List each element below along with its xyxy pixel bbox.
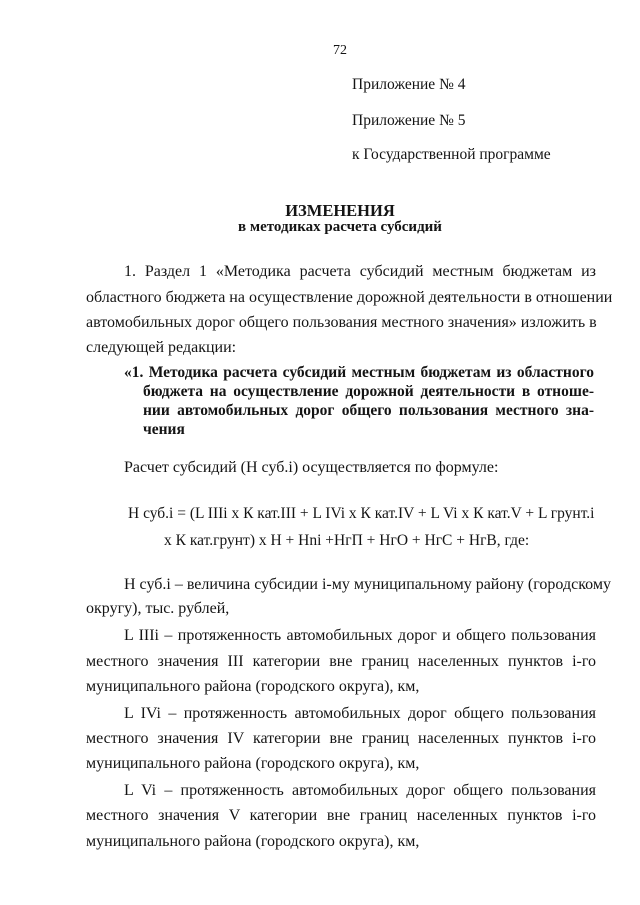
page-number: 72	[333, 43, 347, 58]
formula-line-1: Н суб.i = (L IIIi х К кат.III + L IVi х К кат.IV + L Vi х К кат.V + L грунт.i	[128, 505, 595, 522]
definition-4-line-3: муниципального района (городского округа), км,	[86, 833, 420, 850]
paragraph-1-line-4: следующей редакции:	[86, 339, 237, 356]
section-heading-line-2: бюджета на осуществление дорожной деятельности в отноше-	[143, 383, 594, 400]
definition-3-line-2: местного значения IV категории вне границ населенных пунктов i-го	[86, 730, 596, 747]
appendix-line-2: Приложение № 5	[352, 112, 466, 129]
definition-1-line-2: округу), тыс. рублей,	[86, 600, 230, 617]
formula-intro: Расчет субсидий (Н суб.i) осуществляется по формуле:	[124, 459, 499, 476]
definition-3-line-3: муниципального района (городского округа), км,	[86, 755, 420, 772]
definition-3-line-1: L IVi – протяженность автомобильных дорог общего пользования	[124, 705, 596, 722]
paragraph-1-line-3: автомобильных дорог общего пользования местного значения» изложить в	[86, 314, 597, 331]
formula-line-2: х К кат.грунт) х Н + Нni +НгП + НгО + НгС + НгВ, где:	[164, 532, 530, 549]
definition-2-line-1: L IIIi – протяженность автомобильных дорог и общего пользования	[124, 627, 596, 644]
definition-4-line-2: местного значения V категории вне границ населенных пунктов i-го	[86, 807, 596, 824]
definition-2-line-2: местного значения III категории вне границ населенных пунктов i-го	[86, 653, 596, 670]
definition-1-line-1: Н суб.i – величина субсидии i-му муниципальному району (городскому	[124, 576, 611, 593]
document-title: ИЗМЕНЕНИЯ	[285, 201, 395, 220]
section-heading-line-1: «1. Методика расчета субсидий местным бюджетам из областного	[124, 364, 594, 381]
definition-2-line-3: муниципального района (городского округа), км,	[86, 678, 420, 695]
appendix-line-1: Приложение № 4	[352, 76, 466, 93]
section-heading-line-3: нии автомобильных дорог общего пользования местного зна-	[143, 402, 594, 419]
document-subtitle: в методиках расчета субсидий	[238, 219, 442, 235]
appendix-line-3: к Государственной программе	[352, 146, 551, 163]
paragraph-1-line-2: областного бюджета на осуществление дорожной деятельности в отношении	[86, 289, 613, 306]
definition-4-line-1: L Vi – протяженность автомобильных дорог общего пользования	[124, 782, 596, 799]
section-heading-line-4: чения	[143, 421, 185, 438]
paragraph-1-line-1: 1. Раздел 1 «Методика расчета субсидий местным бюджетам из	[124, 263, 596, 280]
